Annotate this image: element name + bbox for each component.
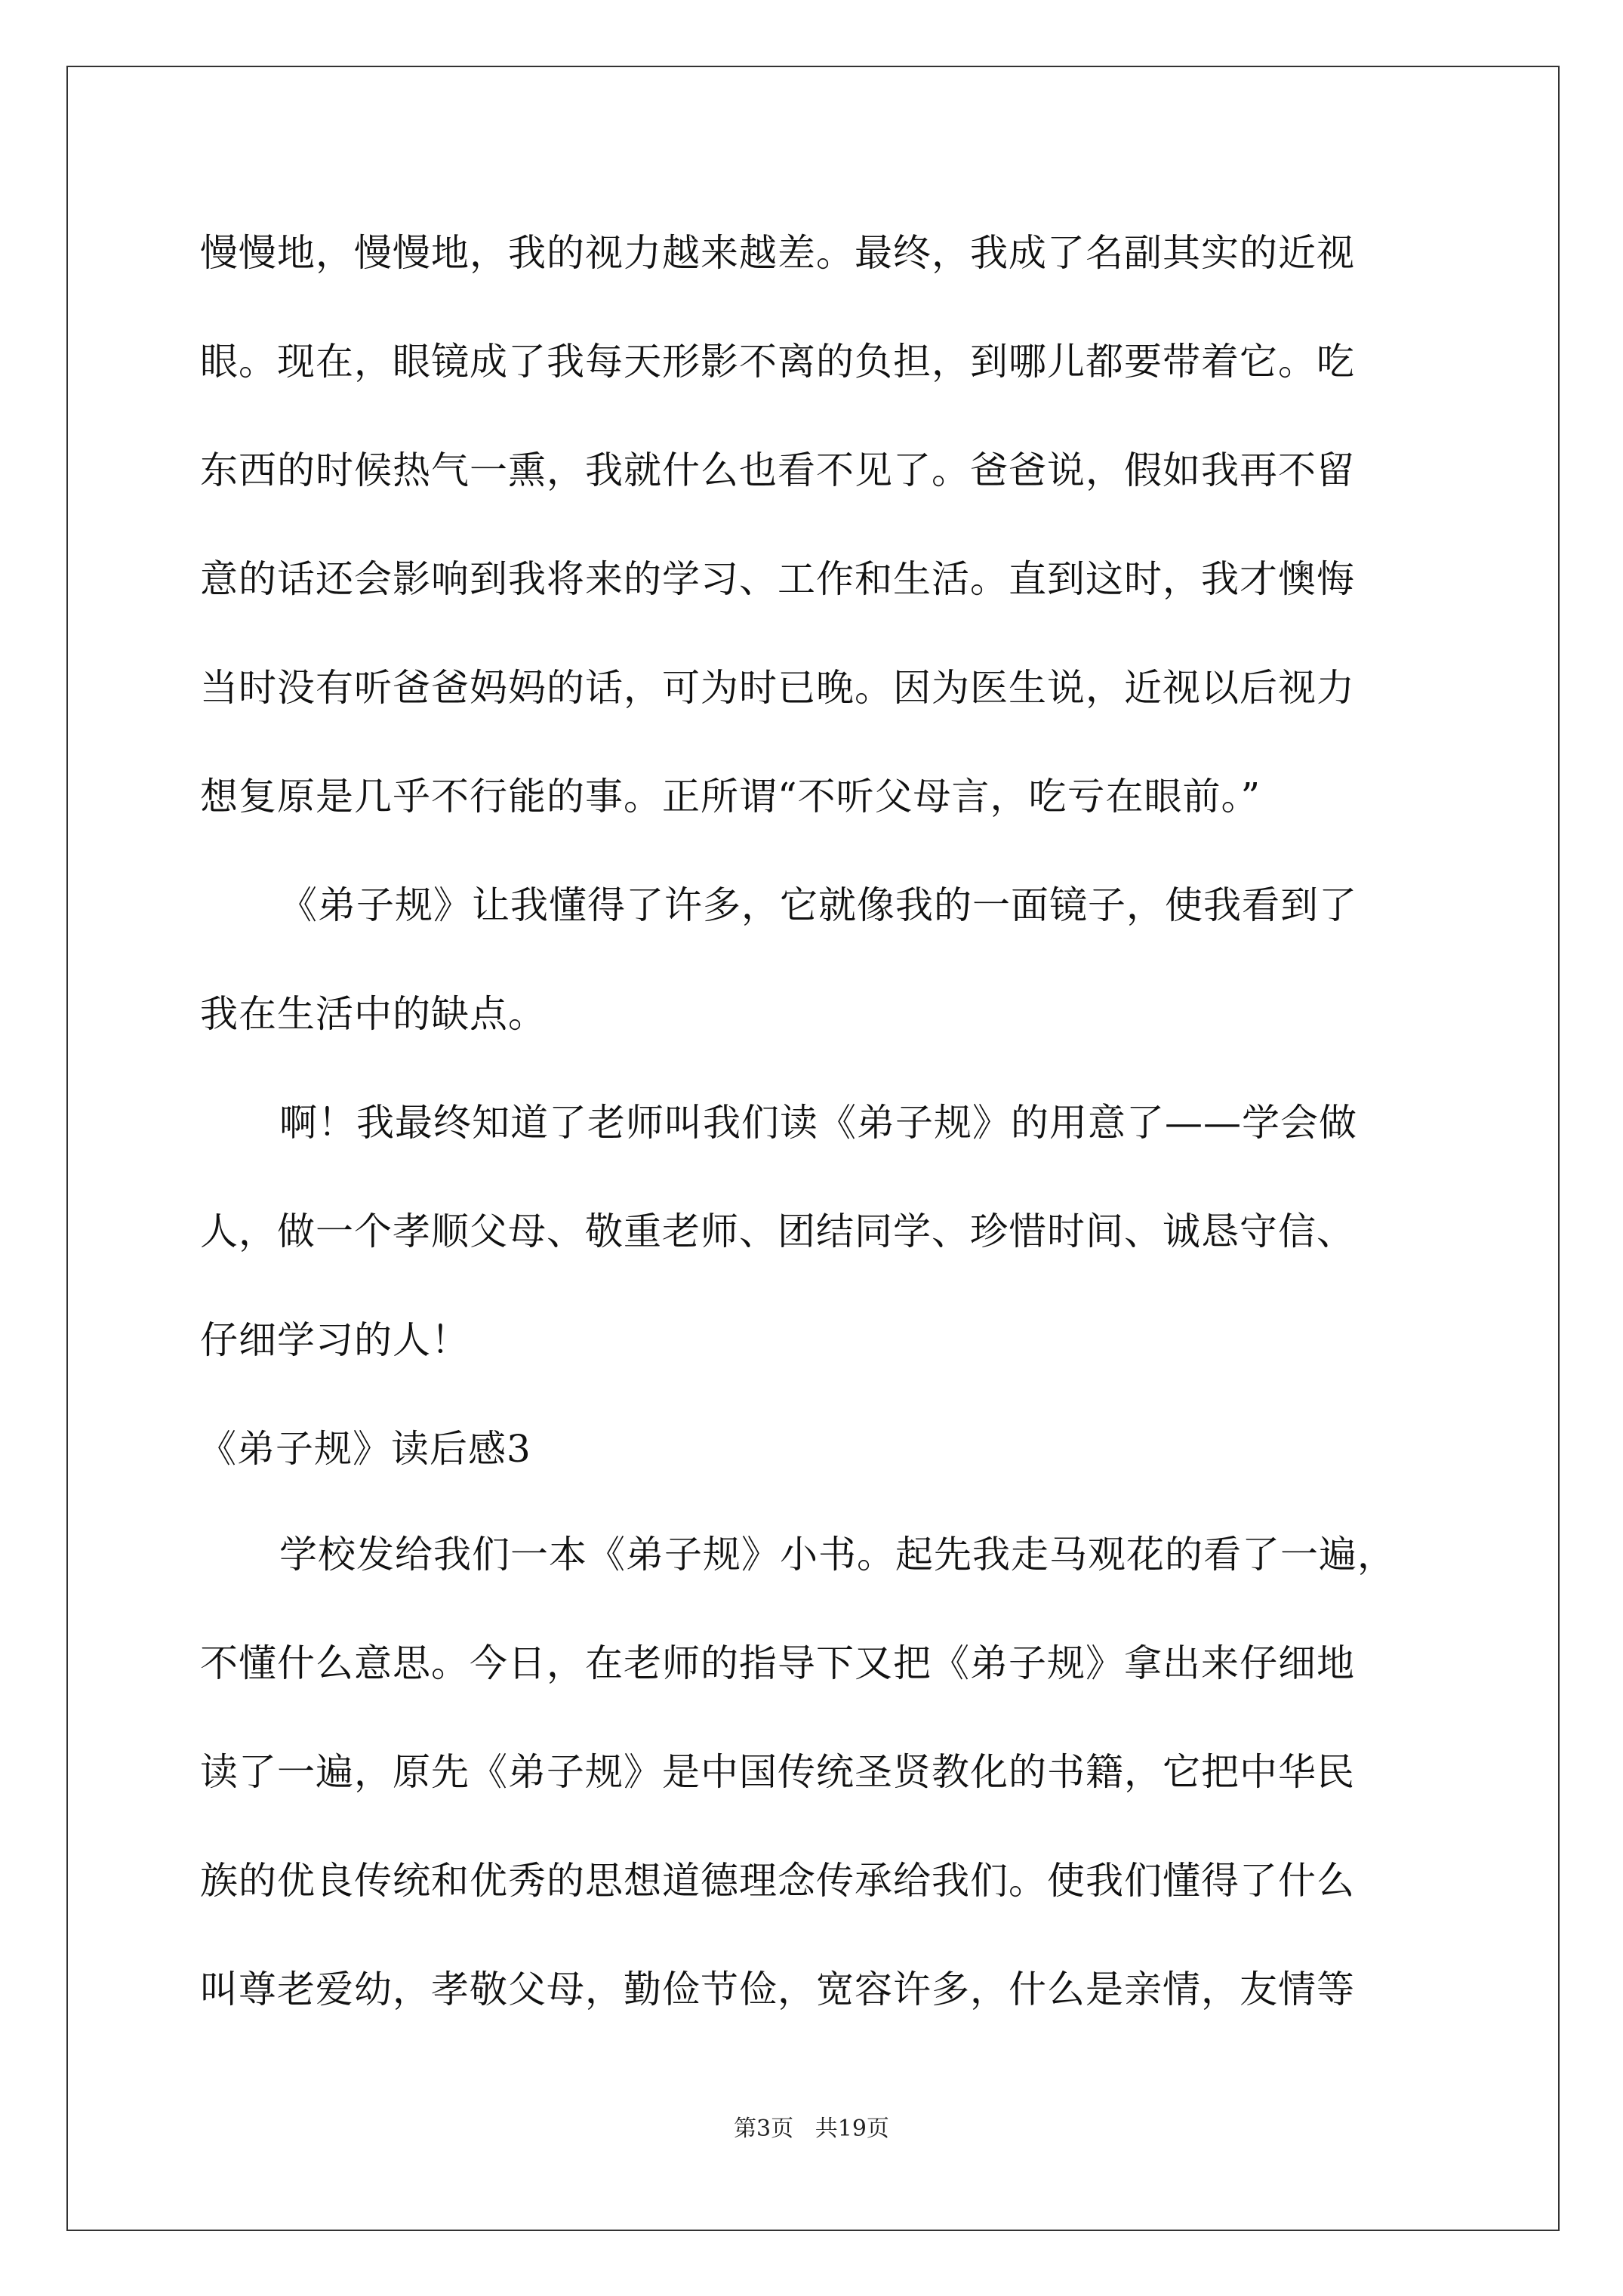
paragraph xyxy=(200,868,1446,1085)
text-line: 东西的时候热气一熏，我就什么也看不见了。爸爸说，假如我再不留 xyxy=(200,448,1355,492)
text-line: 叫尊老爱幼，孝敬父母，勤俭节俭，宽容许多，什么是亲情，友情等 xyxy=(200,1968,1355,2011)
text-line: 不懂什么意思。今日，在老师的指导下又把《弟子规》拿出来仔细地 xyxy=(200,1641,1355,1685)
paragraph xyxy=(200,215,1446,868)
section-heading: 《弟子规》读后感3 xyxy=(199,1427,531,1471)
text-line: 仔细学习的人！ xyxy=(200,1318,470,1362)
text-line: 想复原是几乎不行能的事。正所谓“不听父母言，吃亏在眼前。” xyxy=(200,775,1261,818)
text-line: 当时没有听爸爸妈妈的话，可为时已晚。因为医生说，近视以后视力 xyxy=(200,666,1355,710)
text-line: 意的话还会影响到我将来的学习、工作和生活。直到这时，我才懊悔 xyxy=(200,557,1355,601)
document-body xyxy=(200,215,1446,2060)
text-line: 人，做一个孝顺父母、敬重老师、团结同学、珍惜时间、诚恳守信、 xyxy=(200,1210,1355,1253)
text-line: 慢慢地，慢慢地，我的视力越来越差。最终，我成了名副其实的近视 xyxy=(200,231,1355,275)
text-line: 眼。现在，眼镜成了我每天形影不离的负担，到哪儿都要带着它。吃 xyxy=(200,340,1355,384)
page-number-footer: 第3页 共19页 xyxy=(734,2116,889,2142)
paragraph xyxy=(200,1085,1446,1411)
text-line: 族的优良传统和优秀的思想道德理念传承给我们。使我们懂得了什么 xyxy=(200,1859,1355,1903)
text-line: 读了一遍，原先《弟子规》是中国传统圣贤教化的书籍，它把中华民 xyxy=(200,1750,1355,1794)
text-line: 《弟子规》让我懂得了许多，它就像我的一面镜子，使我看到了 xyxy=(279,883,1357,927)
text-line: 我在生活中的缺点。 xyxy=(200,992,547,1036)
paragraph xyxy=(200,1517,1446,2060)
text-line: 学校发给我们一本《弟子规》小书。起先我走马观花的看了一遍， xyxy=(279,1533,1396,1576)
text-line: 啊！我最终知道了老师叫我们读《弟子规》的用意了——学会做 xyxy=(279,1101,1357,1145)
